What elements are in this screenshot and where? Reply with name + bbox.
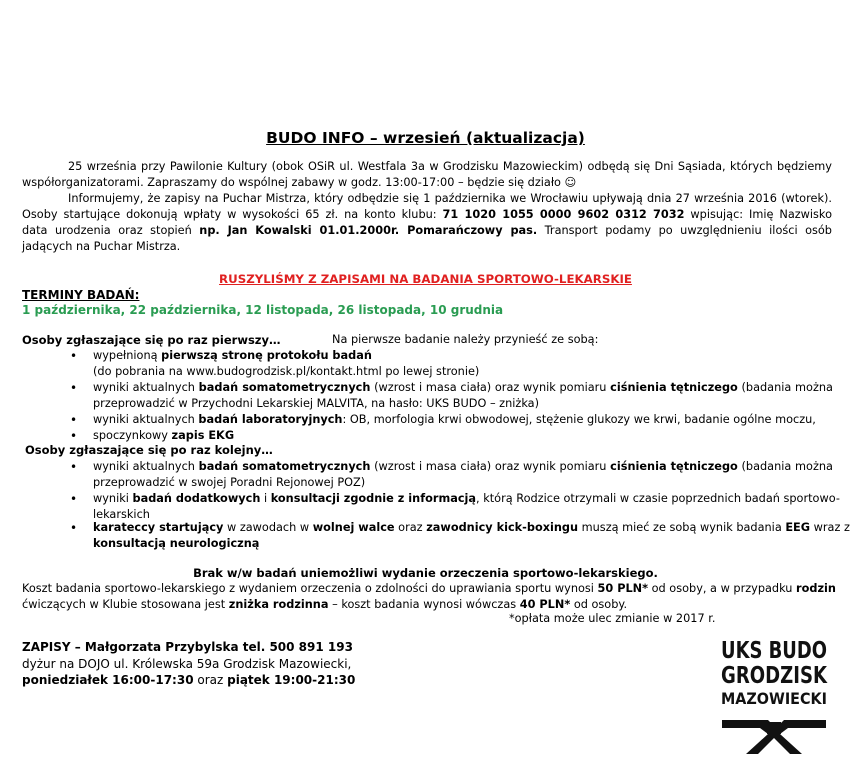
cost-line: Koszt badania sportowo-lekarskiego z wydaniem orzeczenia o zdolności do uprawiania sportu wynosi 50 PLN* od osoby, a w przypadku rodzin [22, 582, 836, 595]
club-logo [718, 636, 830, 756]
list-item: wyniki aktualnych badań somatometrycznych (wzrost i masa ciała) oraz wynik pomiaru ciśnienia tętniczego (badania można [93, 381, 833, 394]
intro-line: data urodzenia oraz stopień np. Jan Kowalski 01.01.2000r. Pomarańczowy pas. Transport podamy po uwzględnieniu ilości osób [22, 224, 832, 237]
list-item: wyniki aktualnych badań laboratoryjnych: OB, morfologia krwi obwodowej, stężenie glukozy we krwi, badanie ogólne moczu, [93, 413, 816, 426]
list-item: wyniki badań dodatkowych i konsultacji zgodnie z informacją, którą Rodzice otrzymali w czasie poprzednich badań sportowo- [93, 492, 840, 505]
list-item: spoczynkowy zapis EKG [93, 429, 235, 442]
price-note: *opłata może ulec zmianie w 2017 r. [509, 612, 716, 625]
bullet-icon: • [70, 349, 78, 363]
first-time-heading: Osoby zgłaszające się po raz pierwszy… [22, 333, 281, 347]
registration-banner: RUSZYLIŚMY Z ZAPISAMI NA BADANIA SPORTOWO-LEKARSKIE [219, 272, 632, 286]
list-item: wypełnioną pierwszą stronę protokołu badań [93, 349, 372, 362]
intro-line: Informujemy, że zapisy na Puchar Mistrza, który odbędzie się 1 października we Wrocławiu upływają dnia 27 września 2016 (wtorek). [68, 192, 832, 205]
contact-address: dyżur na DOJO ul. Królewska 59a Grodzisk Mazowiecki, [22, 657, 352, 671]
cost-line: ćwiczących w Klubie stosowana jest zniżka rodzinna – koszt badania wynosi wówczas 40 PLN* od osoby. [22, 598, 628, 611]
logo-line-2: GRODZISK [721, 663, 828, 689]
bullet-icon: • [70, 429, 78, 443]
list-item-sub: konsultacją neurologiczną [93, 537, 260, 550]
list-item-sub: (do pobrania na www.budogrodzisk.pl/kontakt.html po lewej stronie) [93, 365, 480, 378]
list-item-sub: przeprowadzić w swojej Poradni Rejonowej POZ) [93, 476, 366, 489]
list-item: wyniki aktualnych badań somatometrycznych (wzrost i masa ciała) oraz wynik pomiaru ciśnienia tętniczego (badania można [93, 460, 833, 473]
bullet-icon: • [70, 521, 78, 535]
intro-line: współorganizatorami. Zapraszamy do wspólnej zabawy w godz. 13:00-17:00 – będzie się działo ☺ [22, 176, 577, 189]
bullet-icon: • [70, 413, 78, 427]
example-reference: np. Jan Kowalski 01.01.2000r. Pomarańczowy pas. [199, 224, 538, 237]
club-logo-graphic [718, 636, 830, 756]
terms-heading: TERMINY BADAŃ: [22, 288, 140, 302]
bullet-icon: • [70, 381, 78, 395]
intro-line: Osoby startujące dokonują wpłaty w wysokości 65 zł. na konto klubu: 71 1020 1055 0000 9602 0312 7032 wpisując: Imię Nazwisko [22, 208, 832, 221]
black-belt-icon [722, 720, 826, 754]
list-item: karateccy startujący w zawodach w wolnej walce oraz zawodnicy kick-boxingu muszą mieć ze sobą wynik badania EEG wraz z [93, 521, 850, 534]
logo-line-1: UKS BUDO [721, 638, 827, 664]
contact-hours: poniedziałek 16:00-17:30 oraz piątek 19:00-21:30 [22, 673, 356, 687]
contact-heading: ZAPISY – Małgorzata Przybylska tel. 500 891 193 [22, 640, 353, 654]
logo-line-3: MAZOWIECKI [721, 689, 827, 708]
list-item-sub: przeprowadzić w Przychodni Lekarskiej MALVITA, na hasło: UKS BUDO – zniżka) [93, 397, 540, 410]
terms-dates: 1 października, 22 października, 12 listopada, 26 listopada, 10 grudnia [22, 303, 504, 317]
bring-note: Na pierwsze badanie należy przynieść ze sobą: [332, 333, 599, 346]
next-time-heading: Osoby zgłaszające się po raz kolejny… [25, 443, 273, 457]
bullet-icon: • [70, 492, 78, 506]
list-item-sub: lekarskich [93, 508, 150, 521]
page-title: BUDO INFO – wrzesień (aktualizacja) [266, 129, 585, 147]
warning-text: Brak w/w badań uniemożliwi wydanie orzeczenia sportowo-lekarskiego. [193, 566, 658, 580]
bullet-icon: • [70, 460, 78, 474]
bank-account: 71 1020 1055 0000 9602 0312 7032 [442, 208, 685, 221]
intro-line: jadących na Puchar Mistrza. [22, 240, 181, 253]
intro-line: 25 września przy Pawilonie Kultury (obok OSiR ul. Westfala 3a w Grodzisku Mazowieckim) odbędą się Dni Sąsiada, których będziemy [68, 160, 832, 173]
